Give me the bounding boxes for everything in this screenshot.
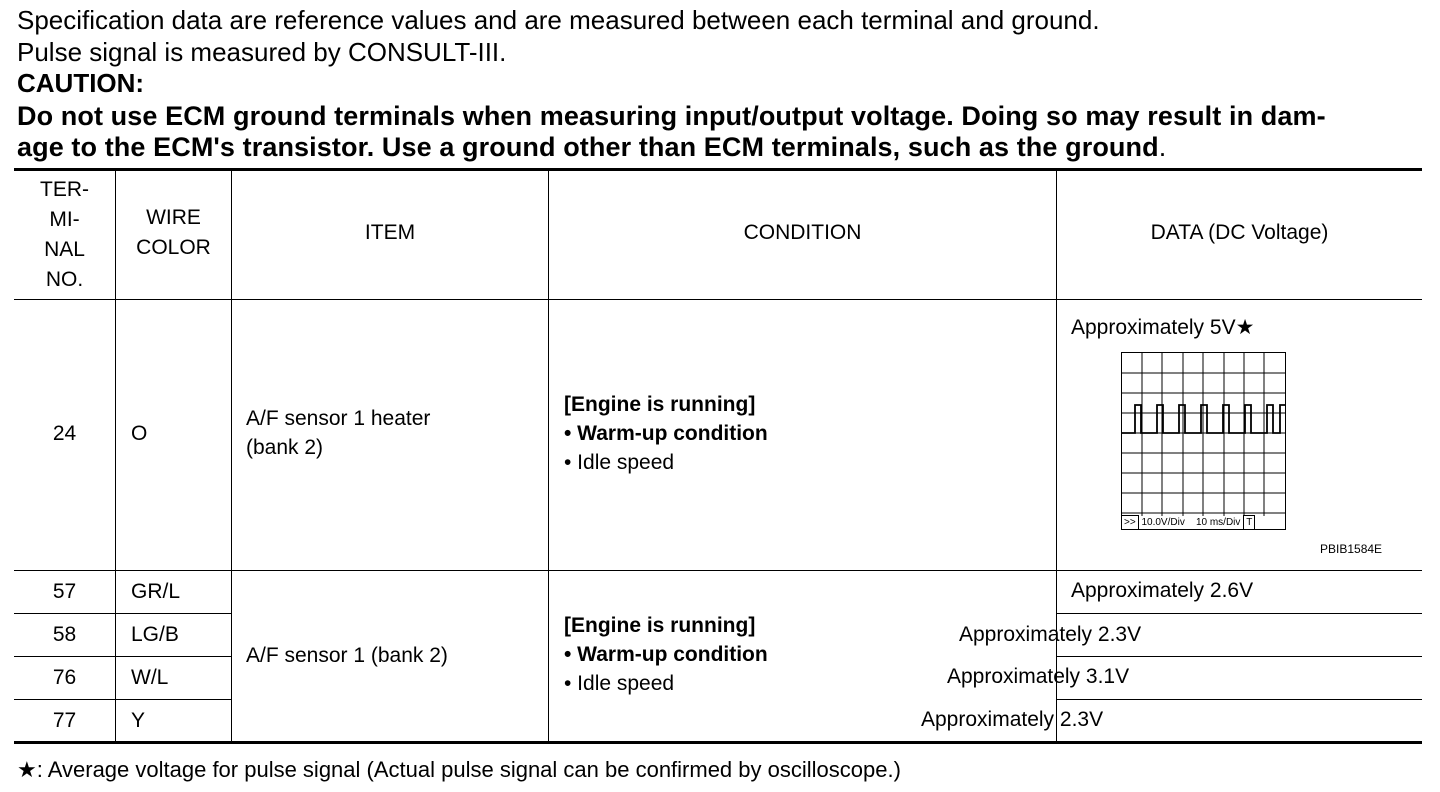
header-wire-2: COLOR [136,236,211,259]
data-58: Approximately 2.3V [959,623,1142,646]
scope-time-div: 10 ms/Div [1195,517,1241,528]
wire-58: LG/B [131,623,179,646]
header-terminal-2: MI- [49,208,80,231]
condition-group-bullet-2: • Idle speed [564,672,675,695]
data-24: Approximately 5V★ [1071,316,1255,339]
header-terminal-1: TER- [40,178,89,201]
wire-77: Y [131,709,146,732]
header-wire-color [116,203,231,263]
terminal-76: 76 [52,666,77,689]
figure-id: PBIB1584E [1320,542,1383,556]
row-rule-57 [14,613,231,614]
header-item: ITEM [364,221,416,244]
header-terminal-4: NO. [45,268,84,291]
col-rule-2 [231,171,232,741]
data-rule-57 [1056,613,1422,614]
terminal-58: 58 [52,623,77,646]
table-top-rule [14,168,1422,171]
table-bottom-rule [14,741,1422,744]
caution-period: . [1158,132,1167,162]
condition-24-title: [Engine is running] [564,393,756,416]
col-rule-4 [1056,171,1057,741]
spec-note: Specification data are reference values and are measured between each terminal and ground. [17,5,1100,35]
terminal-77: 77 [52,709,77,732]
item-24 [246,404,430,462]
item-group: A/F sensor 1 (bank 2) [246,644,448,667]
item-24-line-1: A/F sensor 1 heater [246,407,431,430]
caution-line-2 [17,132,1422,163]
data-rule-58 [1056,656,1422,657]
pulse-waveform-graph [1121,352,1286,530]
scope-trigger: T [1243,515,1255,530]
wire-24: O [131,422,148,445]
col-rule-3 [548,171,549,741]
condition-group-title: [Engine is running] [564,614,756,637]
data-57: Approximately 2.6V [1071,579,1254,602]
data-rule-76 [1056,699,1422,700]
data-77: Approximately 2.3V [921,708,1104,731]
scope-prefix: >> [1121,515,1139,530]
row-rule-76 [14,699,231,700]
scope-voltage-div: 10.0V/Div [1141,517,1185,528]
wire-76: W/L [131,666,169,689]
condition-24 [564,390,768,477]
wire-57: GR/L [131,580,181,603]
terminal-57: 57 [52,580,77,603]
header-data: DATA (DC Voltage) [1150,221,1329,244]
pulse-note: Pulse signal is measured by CONSULT-III. [17,37,507,67]
header-terminal-3: NAL [44,238,85,261]
condition-24-bullet-1: • Warm-up condition [564,422,768,445]
header-terminal [14,175,115,295]
terminal-24: 24 [52,422,77,445]
data-76: Approximately 3.1V [947,665,1130,688]
caution-label: CAUTION: [17,68,145,98]
caution-line-2-text: age to the ECM's transistor. Use a ground other than ECM terminals, such as the ground [17,132,1159,162]
item-24-line-2: (bank 2) [246,436,324,459]
header-rule [14,299,1422,300]
condition-group-bullet-1: • Warm-up condition [564,643,768,666]
header-wire-1: WIRE [146,206,201,229]
condition-24-bullet-2: • Idle speed [564,451,675,474]
row-rule-58 [14,656,231,657]
row-rule [14,570,1422,571]
footnote: ★: Average voltage for pulse signal (Actual pulse signal can be confirmed by oscilloscope.) [17,757,901,782]
caution-line-1: Do not use ECM ground terminals when measuring input/output voltage. Doing so may result in dam- [17,101,1326,131]
condition-group [564,611,768,698]
header-condition: CONDITION [743,221,862,244]
scope-footer [1121,515,1255,530]
